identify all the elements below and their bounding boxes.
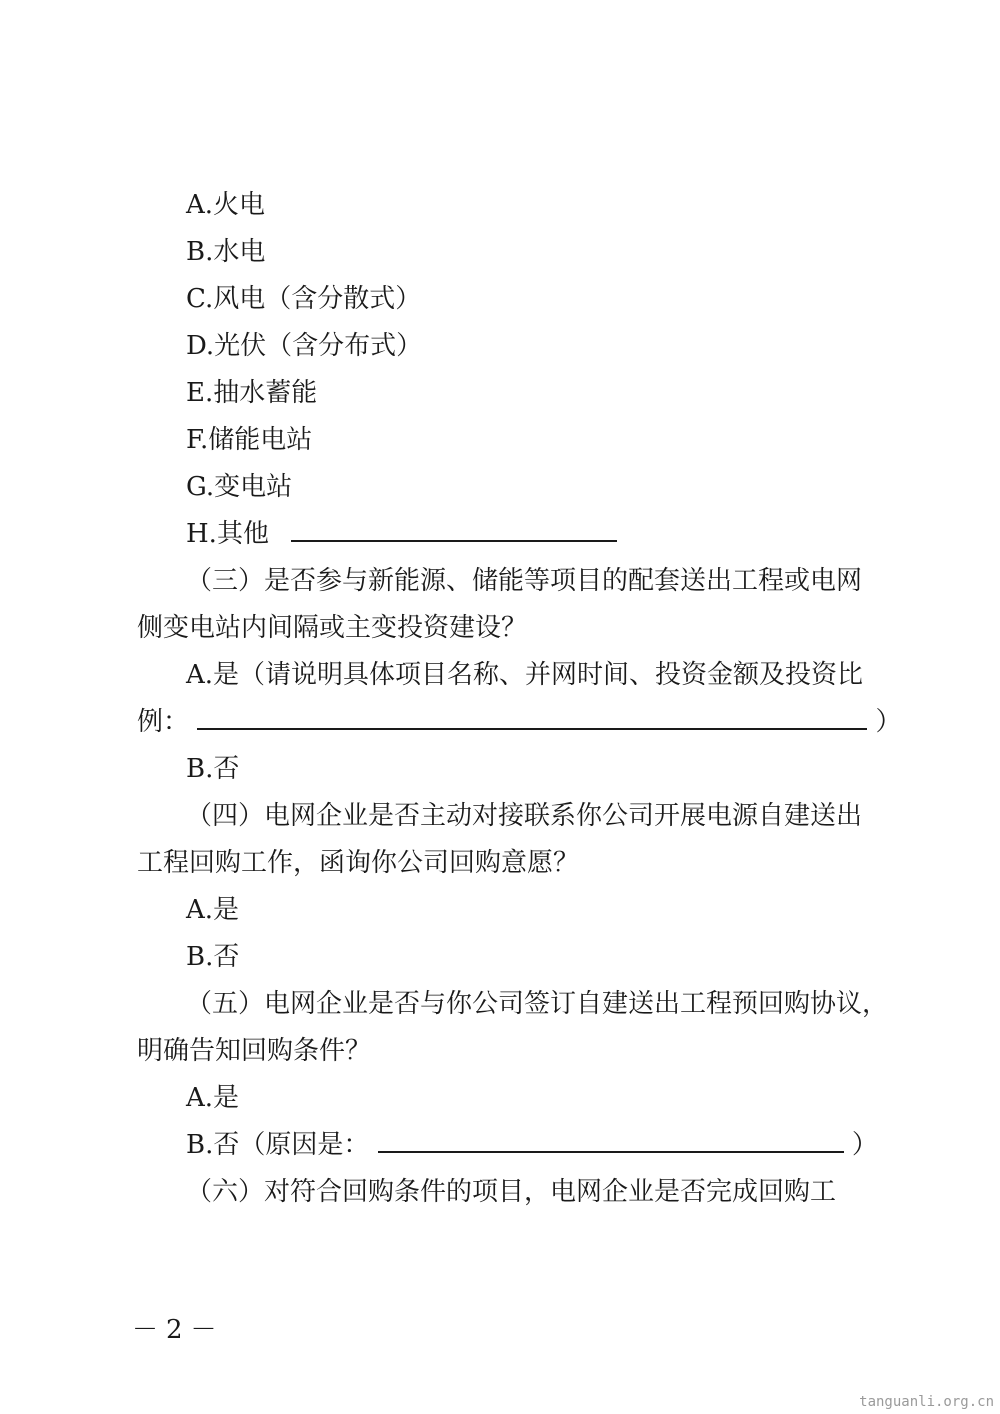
option-hydro: B.水电 bbox=[186, 237, 266, 267]
option-other bbox=[186, 517, 617, 551]
q5-option-b-suffix: ） bbox=[851, 1130, 878, 1160]
q4-line1: （四）电网企业是否主动对接联系你公司开展电源自建送出 bbox=[186, 801, 863, 831]
option-substation: G.变电站 bbox=[186, 472, 293, 502]
q3-line1: （三）是否参与新能源、储能等项目的配套送出工程或电网 bbox=[186, 566, 863, 596]
option-storage-station: F.储能电站 bbox=[186, 425, 313, 455]
q5-option-a: A.是 bbox=[186, 1083, 240, 1113]
q5-line1: （五）电网企业是否与你公司签订自建送出工程预回购协议， bbox=[186, 989, 889, 1019]
q4-option-a: A.是 bbox=[186, 895, 240, 925]
q3-option-a-line1: A.是（请说明具体项目名称、并网时间、投资金额及投资比 bbox=[186, 660, 864, 690]
q5-option-b-blank bbox=[378, 1129, 844, 1153]
q6-line1: （六）对符合回购条件的项目，电网企业是否完成回购工 bbox=[186, 1177, 837, 1207]
q3-option-a-prefix: 例： bbox=[137, 707, 190, 737]
option-wind: C.风电（含分散式） bbox=[186, 284, 422, 314]
option-pumped-storage: E.抽水蓄能 bbox=[186, 378, 318, 408]
q3-line2: 侧变电站内间隔或主变投资建设？ bbox=[137, 613, 528, 643]
q3-option-a-suffix: ） bbox=[875, 707, 902, 737]
q3-option-a-blank bbox=[197, 706, 867, 730]
q5-option-b-prefix: B.否（原因是： bbox=[186, 1130, 370, 1160]
option-thermal: A.火电 bbox=[186, 190, 266, 220]
watermark-text: tanguanli.org.cn bbox=[859, 1394, 994, 1410]
q5-option-b bbox=[186, 1128, 878, 1162]
q3-option-b: B.否 bbox=[186, 754, 240, 784]
q3-option-a-line2 bbox=[137, 705, 902, 739]
option-other-blank bbox=[291, 518, 617, 542]
page-number: －2－ bbox=[132, 1315, 225, 1345]
option-other-label: H.其他 bbox=[186, 519, 269, 549]
q4-line2: 工程回购工作，函询你公司回购意愿？ bbox=[137, 848, 580, 878]
q4-option-b: B.否 bbox=[186, 942, 240, 972]
q5-line2: 明确告知回购条件？ bbox=[137, 1036, 372, 1066]
option-solar: D.光伏（含分布式） bbox=[186, 331, 423, 361]
